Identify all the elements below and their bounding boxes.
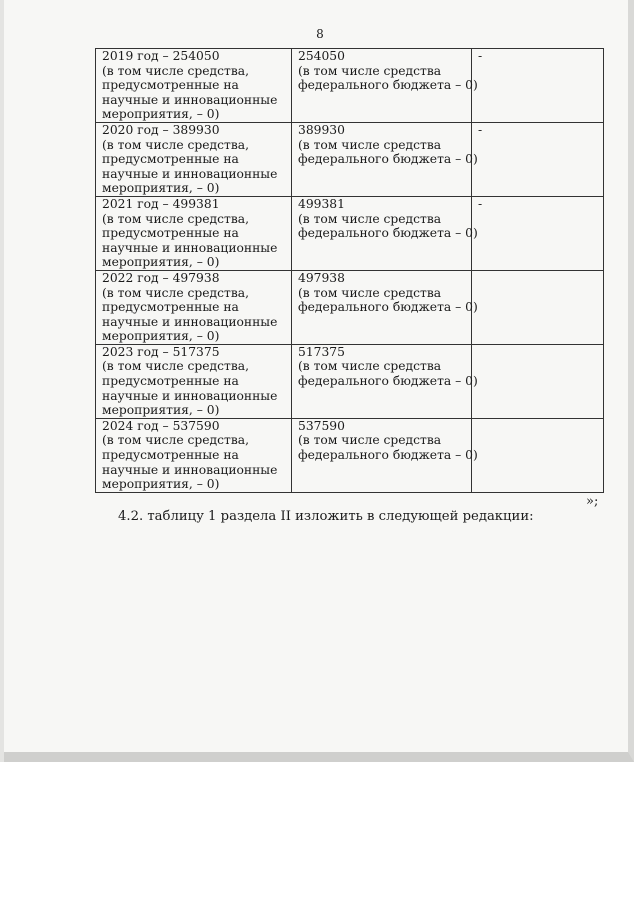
budget-amount-line: (в том числе средства bbox=[298, 359, 442, 374]
closing-quote: »; bbox=[586, 494, 599, 509]
budget-amount-cell bbox=[292, 344, 478, 418]
scan-edge bbox=[0, 0, 4, 762]
table-row bbox=[96, 196, 604, 270]
budget-amount-cell bbox=[292, 196, 478, 270]
budget-amount-line: (в том числе средства bbox=[298, 211, 442, 226]
year-total-line: предусмотренные на bbox=[102, 374, 239, 389]
year-total-line: научные и инновационные bbox=[102, 388, 278, 403]
budget-amount-line: (в том числе средства bbox=[298, 433, 442, 448]
year-total-line: 2020 год – 389930 bbox=[102, 122, 220, 137]
budget-amount-line: (в том числе средства bbox=[298, 285, 442, 300]
other-sources-value: - bbox=[478, 122, 483, 137]
budget-amount-line: 389930 bbox=[298, 122, 345, 137]
other-sources-cell bbox=[472, 49, 604, 123]
year-total-line: мероприятия, – 0) bbox=[102, 329, 220, 344]
budget-amount-line: 497938 bbox=[298, 270, 345, 285]
budget-amount-line: 517375 bbox=[298, 344, 345, 359]
year-total-line: мероприятия, – 0) bbox=[102, 477, 220, 492]
budget-amount-line: федерального бюджета – 0) bbox=[298, 448, 478, 463]
year-total-cell bbox=[96, 418, 292, 492]
budget-amount-cell bbox=[292, 122, 478, 196]
year-total-line: научные и инновационные bbox=[102, 314, 278, 329]
budget-amount-line: 254050 bbox=[298, 49, 345, 63]
instruction-paragraph: 4.2. таблицу 1 раздела II изложить в следующей редакции: bbox=[118, 509, 534, 524]
budget-amount-line: федерального бюджета – 0) bbox=[298, 300, 478, 315]
table-row bbox=[96, 344, 604, 418]
year-total-line: предусмотренные на bbox=[102, 78, 239, 93]
year-total-line: научные и инновационные bbox=[102, 240, 278, 255]
other-sources-cell bbox=[472, 196, 604, 270]
year-total-cell bbox=[96, 122, 292, 196]
table-row bbox=[96, 418, 604, 492]
budget-amount-line: (в том числе средства bbox=[298, 63, 442, 78]
year-total-cell bbox=[96, 270, 292, 344]
year-total-line: (в том числе средства, bbox=[102, 359, 249, 374]
year-total-line: научные и инновационные bbox=[102, 92, 278, 107]
budget-amount-line: 499381 bbox=[298, 196, 345, 211]
other-sources-cell bbox=[472, 344, 604, 418]
year-total-line: 2024 год – 537590 bbox=[102, 418, 220, 433]
year-total-cell bbox=[96, 196, 292, 270]
year-total-line: (в том числе средства, bbox=[102, 285, 249, 300]
year-total-line: (в том числе средства, bbox=[102, 211, 249, 226]
year-total-line: (в том числе средства, bbox=[102, 137, 249, 152]
other-sources-cell bbox=[472, 270, 604, 344]
other-sources-value: - bbox=[478, 49, 483, 63]
year-total-line: предусмотренные на bbox=[102, 152, 239, 167]
page-number: 8 bbox=[316, 27, 324, 41]
year-total-line: 2021 год – 499381 bbox=[102, 196, 220, 211]
year-total-line: 2023 год – 517375 bbox=[102, 344, 220, 359]
funding-table bbox=[95, 48, 604, 493]
year-total-line: предусмотренные на bbox=[102, 300, 239, 315]
table-row bbox=[96, 270, 604, 344]
year-total-cell bbox=[96, 49, 292, 123]
year-total-line: (в том числе средства, bbox=[102, 63, 249, 78]
year-total-line: (в том числе средства, bbox=[102, 433, 249, 448]
year-total-line: 2022 год – 497938 bbox=[102, 270, 220, 285]
other-sources-cell bbox=[472, 122, 604, 196]
budget-amount-line: (в том числе средства bbox=[298, 137, 442, 152]
year-total-line: предусмотренные на bbox=[102, 226, 239, 241]
year-total-line: предусмотренные на bbox=[102, 448, 239, 463]
budget-amount-line: федерального бюджета – 0) bbox=[298, 152, 478, 167]
year-total-line: мероприятия, – 0) bbox=[102, 255, 220, 270]
year-total-line: мероприятия, – 0) bbox=[102, 107, 220, 122]
budget-amount-line: федерального бюджета – 0) bbox=[298, 78, 478, 93]
table-row bbox=[96, 49, 604, 123]
other-sources-value: - bbox=[478, 196, 483, 211]
year-total-line: научные и инновационные bbox=[102, 166, 278, 181]
budget-amount-cell bbox=[292, 270, 478, 344]
funding-table-body bbox=[96, 49, 604, 493]
year-total-cell bbox=[96, 344, 292, 418]
budget-amount-cell bbox=[292, 49, 478, 123]
table-row bbox=[96, 122, 604, 196]
budget-amount-line: федерального бюджета – 0) bbox=[298, 226, 478, 241]
year-total-line: научные и инновационные bbox=[102, 462, 278, 477]
other-sources-cell bbox=[472, 418, 604, 492]
year-total-line: мероприятия, – 0) bbox=[102, 403, 220, 418]
budget-amount-line: федерального бюджета – 0) bbox=[298, 374, 478, 389]
budget-amount-line: 537590 bbox=[298, 418, 345, 433]
year-total-line: 2019 год – 254050 bbox=[102, 49, 220, 63]
budget-amount-cell bbox=[292, 418, 478, 492]
year-total-line: мероприятия, – 0) bbox=[102, 181, 220, 196]
